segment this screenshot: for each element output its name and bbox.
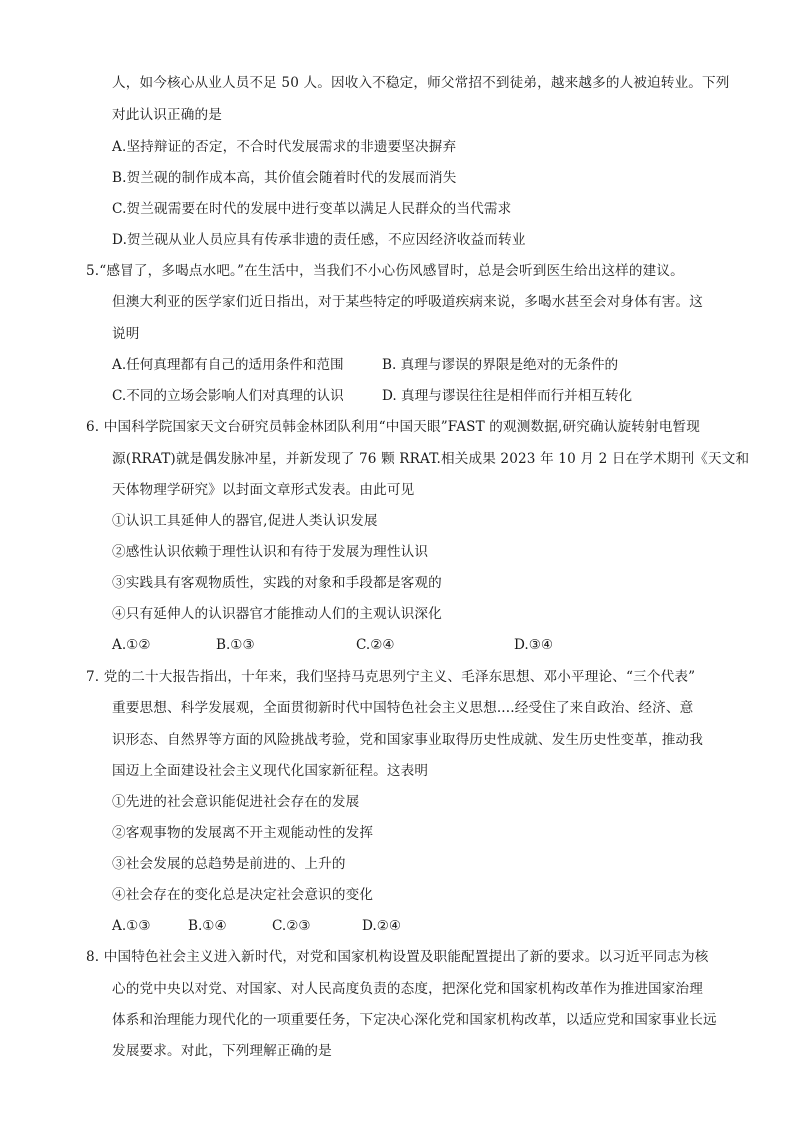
q5-option-d: D. 真理与谬误往往是相伴而行并相互转化: [382, 388, 633, 404]
q7-stem-line-1: 7. 党的二十大报告指出，十年来，我们坚持马克思列宁主义、毛泽东思想、邓小平理论、“三个代表”: [86, 669, 696, 685]
q7-item-3: ③社会发展的总趋势是前进的、上升的: [112, 856, 346, 872]
q4-option-c: C.贺兰砚需要在时代的发展中进行变革以满足人民群众的当代需求: [112, 201, 512, 217]
q6-stem-line-1: 6. 中国科学院国家天文台研究员韩金林团队利用“中国天眼”FAST 的观测数据,研究确认旋转射电暂现: [86, 419, 700, 435]
q5-option-b: B. 真理与谬误的界限是绝对的无条件的: [382, 357, 619, 373]
q7-item-1: ①先进的社会意识能促进社会存在的发展: [112, 794, 360, 810]
q7-stem-line-3: 识形态、自然界等方面的风险挑战考验，党和国家事业取得历史性成就、发生历史性变革，推动我: [112, 732, 703, 748]
q5-option-a: A.任何真理都有自己的适用条件和范围: [112, 357, 344, 373]
q7-item-4: ④社会存在的变化总是决定社会意识的变化: [112, 887, 374, 903]
q6-item-3: ③实践具有客观物质性，实践的对象和手段都是客观的: [112, 575, 442, 591]
q6-item-1: ①认识工具延伸人的器官,促进人类认识发展: [112, 513, 378, 529]
q6-item-4: ④只有延伸人的认识器官才能推动人们的主观认识深化: [112, 606, 442, 622]
q7-item-2: ②客观事物的发展离不开主观能动性的发挥: [112, 825, 374, 841]
q4-stem-line-1: 人，如今核心从业人员不足 50 人。因收入不稳定，师父常招不到徒弟，越来越多的人被迫转业。下列: [112, 75, 730, 91]
q4-option-b: B.贺兰砚的制作成本高，其价值会随着时代的发展而消失: [112, 170, 457, 186]
q6-option-b: B.①③: [216, 637, 255, 653]
q5-stem-line-1: 5.“感冒了，多喝点水吧。”在生活中，当我们不小心伤风感冒时，总是会听到医生给出这样的建议。: [86, 263, 684, 279]
q6-item-2: ②感性认识依赖于理性认识和有待于发展为理性认识: [112, 544, 429, 560]
q7-option-c: C.②③: [272, 918, 311, 934]
q8-stem-line-4: 发展要求。对此，下列理解正确的是: [112, 1043, 332, 1059]
q7-option-d: D.②④: [362, 918, 402, 934]
q7-stem-line-2: 重要思想、科学发展观，全面贯彻新时代中国特色社会主义思想....经受住了来自政治、经济、意: [112, 700, 694, 716]
q5-stem-line-2: 但澳大利亚的医学家们近日指出，对于某些特定的呼吸道疾病来说，多喝水甚至会对身体有害。这: [112, 294, 703, 310]
q8-stem-line-1: 8. 中国特色社会主义进入新时代，对党和国家机构设置及职能配置提出了新的要求。以习近平同志为核: [86, 949, 709, 965]
q5-stem-line-3: 说明: [112, 326, 140, 342]
q6-stem-line-2: 源(RRAT)就是偶发脉冲星，并新发现了 76 颗 RRAT.相关成果 2023 年 10 月 2 日在学术期刊《天文和: [112, 451, 750, 467]
q6-option-d: D.③④: [514, 637, 554, 653]
q5-option-c: C.不同的立场会影响人们对真理的认识: [112, 388, 344, 404]
q6-option-a: A.①②: [112, 637, 151, 653]
q8-stem-line-3: 体系和治理能力现代化的一项重要任务，下定决心深化党和国家机构改革，以适应党和国家事业长远: [112, 1012, 717, 1028]
q4-stem-line-2: 对此认识正确的是: [112, 107, 222, 123]
q4-option-d: D.贺兰砚从业人员应具有传承非遗的责任感，不应因经济收益而转业: [112, 232, 526, 248]
q7-option-a: A.①③: [112, 918, 151, 934]
q7-option-b: B.①④: [188, 918, 227, 934]
q6-option-c: C.②④: [356, 637, 395, 653]
q7-stem-line-4: 国迈上全面建设社会主义现代化国家新征程。这表明: [112, 763, 429, 779]
q4-option-a: A.坚持辩证的否定，不合时代发展需求的非遗要坚决摒弃: [112, 139, 457, 155]
q8-stem-line-2: 心的党中央以对党、对国家、对人民高度负责的态度，把深化党和国家机构改革作为推进国家治理: [112, 981, 703, 997]
q6-stem-line-3: 天体物理学研究》以封面文章形式发表。由此可见: [112, 482, 415, 498]
